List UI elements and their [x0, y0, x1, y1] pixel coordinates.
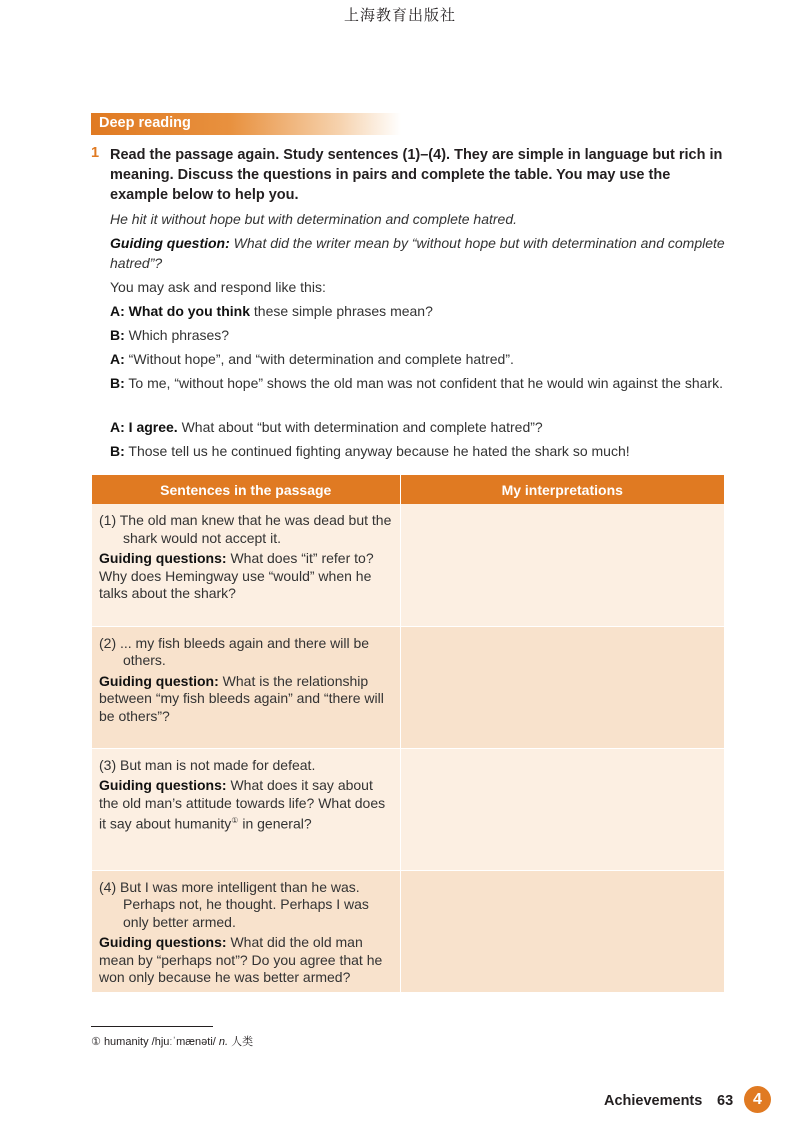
guiding-question-text: What did the old man mean by “perhaps not”? Do you agree that he won only because he was better armed? [99, 934, 383, 985]
respond-intro: You may ask and respond like this: [110, 279, 326, 295]
dialogue-text: Which phrases? [128, 327, 230, 343]
sentence-cell [92, 748, 400, 870]
footnote [91, 1033, 253, 1049]
guiding-questions [99, 934, 393, 987]
interpretation-cell[interactable] [400, 748, 724, 870]
dialogue-speaker: A: [110, 419, 125, 435]
guiding-question-example [110, 233, 735, 273]
interpretation-table [92, 475, 724, 993]
dialogue-speaker: B: [110, 443, 125, 459]
dialogue-emphasis: I agree. [128, 419, 178, 435]
sentence-cell [92, 504, 400, 626]
sentence-text: (3) But man is not made for defeat. [99, 756, 316, 773]
guiding-question-text: What is the relationship between “my fish bleeds again” and “there will be others”? [99, 672, 384, 724]
footnote-divider [91, 1026, 213, 1027]
dialogue-text: To me, “without hope” shows the old man was not confident that he would win against the shark. [128, 375, 723, 391]
table-row [92, 626, 724, 748]
footnote-phonetic: /hjuːˈmænəti/ [151, 1036, 216, 1048]
dialogue-speaker: A: [110, 351, 125, 367]
example-sentence: He hit it without hope but with determination and complete hatred. [110, 211, 518, 227]
guiding-question-text: What did the writer mean by “without hope but with determination and complete hatred”? [110, 235, 725, 271]
sentence-cell [92, 626, 400, 748]
footnote-marker: ① [231, 816, 239, 825]
dialogue-text: these simple phrases mean? [253, 303, 433, 319]
task-instruction [91, 145, 731, 205]
dialogue-line [110, 373, 751, 393]
footnote-meaning: 人类 [231, 1036, 254, 1048]
section-heading-bar [91, 113, 401, 135]
dialogue-text: What about “but with determination and complete hatred”? [181, 419, 543, 435]
publisher-header: 上海教育出版社 [343, 6, 456, 24]
section-title: Deep reading [99, 115, 191, 131]
task-instruction-text: Read the passage again. Study sentences (1)–(4). They are simple in language but rich in meaning. Discuss the questions in pairs and complete the table. You may use the example below to help you. [110, 147, 723, 203]
sentence-cell [92, 870, 400, 992]
interpretation-cell[interactable] [400, 870, 724, 992]
table-row [92, 748, 724, 870]
guiding-question-text-end: in general? [238, 815, 312, 832]
guiding-question-label: Guiding questions: [99, 777, 227, 793]
dialogue-text: Those tell us he continued fighting anyway because he hated the shark so much! [128, 443, 630, 459]
page-number: 63 [717, 1093, 734, 1109]
dialogue-speaker: B: [110, 375, 125, 391]
guiding-question-label: Guiding questions: [99, 934, 227, 950]
footer-unit-title: Achievements [604, 1093, 703, 1109]
task-number: 1 [91, 145, 100, 161]
chapter-badge: 4 [744, 1086, 771, 1113]
footnote-marker: ① [91, 1036, 101, 1048]
column-header-sentences: Sentences in the passage [92, 475, 400, 504]
column-header-interpretations: My interpretations [400, 475, 724, 504]
interpretation-cell[interactable] [400, 504, 724, 626]
dialogue-text: “Without hope”, and “with determination and complete hatred”. [128, 351, 514, 367]
dialogue-line [110, 417, 751, 437]
table-header-row [92, 475, 724, 504]
guiding-question-label: Guiding questions: [99, 550, 227, 566]
guiding-questions [99, 673, 393, 726]
table-row [92, 504, 724, 626]
guiding-question-label: Guiding question: [110, 235, 230, 251]
sentence-text: (1) The old man knew that he was dead but the shark would not accept it. [99, 512, 392, 546]
dialogue-speaker: A: [110, 303, 125, 319]
footnote-part-of-speech: n. [218, 1036, 229, 1048]
guiding-question-text: What does it say about the old man’s attitude towards life? What does it say about humanity [99, 777, 386, 832]
sentence-text: (4) But I was more intelligent than he was. Perhaps not, he thought. Perhaps I was only better armed. [99, 878, 369, 930]
dialogue-line [110, 349, 751, 369]
dialogue-speaker: B: [110, 327, 125, 343]
guiding-question-text: What does “it” refer to? Why does Hemingway use “would” when he talks about the shark? [99, 550, 374, 601]
dialogue-line [110, 301, 751, 321]
interpretation-cell[interactable] [400, 626, 724, 748]
dialogue-emphasis: What do you think [128, 303, 250, 319]
dialogue-line [110, 441, 751, 461]
guiding-question-label: Guiding question: [99, 672, 219, 689]
dialogue-line [110, 325, 751, 345]
sentence-text: (2) ... my fish bleeds again and there will be others. [99, 634, 370, 668]
footnote-word: humanity [103, 1036, 149, 1048]
guiding-questions [99, 550, 393, 603]
table-row [92, 870, 724, 992]
guiding-questions [99, 777, 393, 833]
